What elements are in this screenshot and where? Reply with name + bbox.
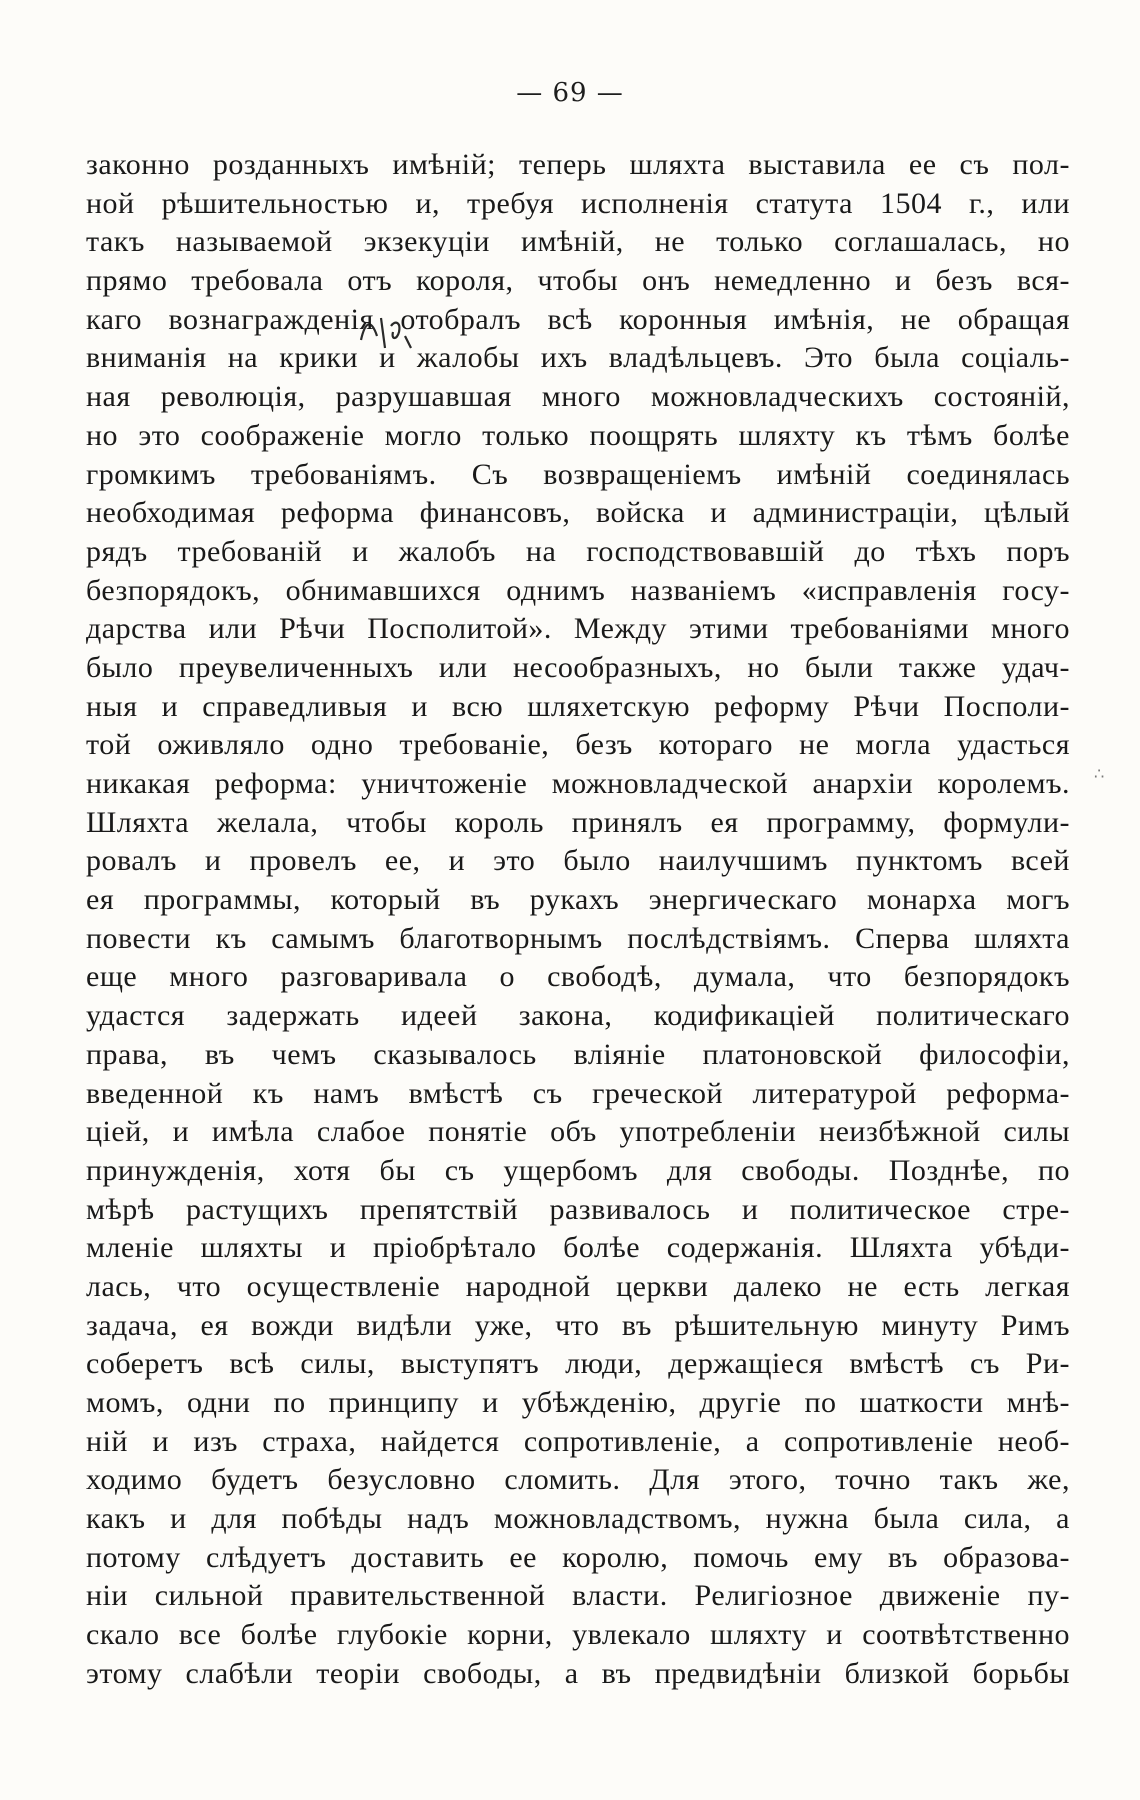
text-line: ровалъ и провелъ ее, и это было наилучшимъ пунктомъ всей [86, 844, 1070, 878]
text-line: каго вознагражденія отобралъ всѣ коронныя имѣнія, не обращая [86, 302, 1070, 336]
text-line: соберетъ всѣ силы, выступятъ люди, держащіеся вмѣстѣ съ Ри- [86, 1347, 1070, 1381]
text-line: момъ, одни по принципу и убѣжденію, другіе по шаткости мнѣ- [86, 1386, 1070, 1419]
text-line: было преувеличенныхъ или несообразныхъ, но были также удач- [86, 650, 1070, 684]
text-line: вниманія на крики и жалобы ихъ владѣльцевъ. Это была соціаль- [86, 341, 1070, 375]
text-line: необходимая реформа финансовъ, войска и администраціи, цѣлый [86, 496, 1070, 530]
text-line: этому слабѣли теоріи свободы, а въ предвидѣніи близкой борьбы [86, 1656, 1070, 1690]
text-line: громкимъ требованіямъ. Съ возвращеніемъ имѣній соединялась [86, 457, 1070, 491]
text-line: такъ называемой экзекуціи имѣній, не только соглашалась, но [86, 225, 1070, 259]
text-line: принужденія, хотя бы съ ущербомъ для свободы. Позднѣе, по [86, 1153, 1070, 1187]
text-line: ній и изъ страха, найдется сопротивленіе, а сопротивленіе необ- [86, 1424, 1070, 1458]
text-line: той оживляло одно требованіе, безъ котораго не могла удасться [86, 728, 1070, 762]
text-line: безпорядокъ, обнимавшихся однимъ названіемъ «исправленія госу- [86, 573, 1070, 607]
text-line: ная революція, разрушавшая много можновладческихъ состояній, [86, 380, 1070, 414]
text-line: ніи сильной правительственной власти. Религіозное движеніе пу- [86, 1579, 1070, 1613]
margin-dots-mark: ∴ [1094, 764, 1105, 783]
text-line: ныя и справедливыя и всю шляхетскую реформу Рѣчи Посполи- [86, 689, 1070, 723]
text-line: никакая реформа: уничтоженіе можновладческой анархіи королемъ. [86, 767, 1070, 800]
text-line: удастся задержать идеей закона, кодификаціей политическаго [86, 999, 1070, 1033]
text-line: мленіе шляхты и пріобрѣтало болѣе содержанія. Шляхта убѣди- [86, 1231, 1070, 1265]
text-line: законно розданныхъ имѣній; теперь шляхта выставила ее съ пол- [86, 148, 1070, 181]
text-line: еще много разговаривала о свободѣ, думала, что безпорядокъ [86, 960, 1070, 994]
text-line: потому слѣдуетъ доставить ее королю, помочь ему въ образова- [86, 1540, 1070, 1574]
text-line: лась, что осуществленіе народной церкви далеко не есть легкая [86, 1269, 1070, 1303]
text-line: задача, ея вожди видѣли уже, что въ рѣшительную минуту Римъ [86, 1308, 1070, 1342]
text-line: ціей, и имѣла слабое понятіе объ употребленіи неизбѣжной силы [86, 1115, 1070, 1149]
text-line: дарства или Рѣчи Посполитой». Между этими требованіями много [86, 612, 1070, 646]
page-number: — 69 — [516, 78, 624, 108]
text-line: повести къ самымъ благотворнымъ послѣдствіямъ. Сперва шляхта [86, 921, 1070, 955]
text-line: ея программы, который въ рукахъ энергическаго монарха могъ [86, 883, 1070, 917]
text-line: рядъ требованій и жалобъ на господствовавшій до тѣхъ поръ [86, 534, 1070, 568]
text-line: но это соображеніе могло только поощрять шляхту къ тѣмъ болѣе [86, 418, 1070, 452]
text-line: мѣрѣ растущихъ препятствій развивалось и политическое стре- [86, 1192, 1070, 1226]
text-line: какъ и для побѣды надъ можновладствомъ, нужна была сила, а [86, 1502, 1070, 1536]
body-text [86, 146, 1070, 1694]
text-line: Шляхта желала, чтобы король принялъ ея программу, формули- [86, 805, 1070, 839]
text-line: права, въ чемъ сказывалось вліяніе платоновской философіи, [86, 1037, 1070, 1071]
text-line: ходимо будетъ безусловно сломить. Для этого, точно такъ же, [86, 1463, 1070, 1497]
text-line: ной рѣшительностью и, требуя исполненія статута 1504 г., или [86, 186, 1070, 220]
text-line: введенной къ намъ вмѣстѣ съ греческой литературой реформа- [86, 1076, 1070, 1110]
text-line: скало все болѣе глубокіе корни, увлекало шляхту и соотвѣтственно [86, 1618, 1070, 1652]
text-line: прямо требовала отъ короля, чтобы онъ немедленно и безъ вся- [86, 264, 1070, 298]
